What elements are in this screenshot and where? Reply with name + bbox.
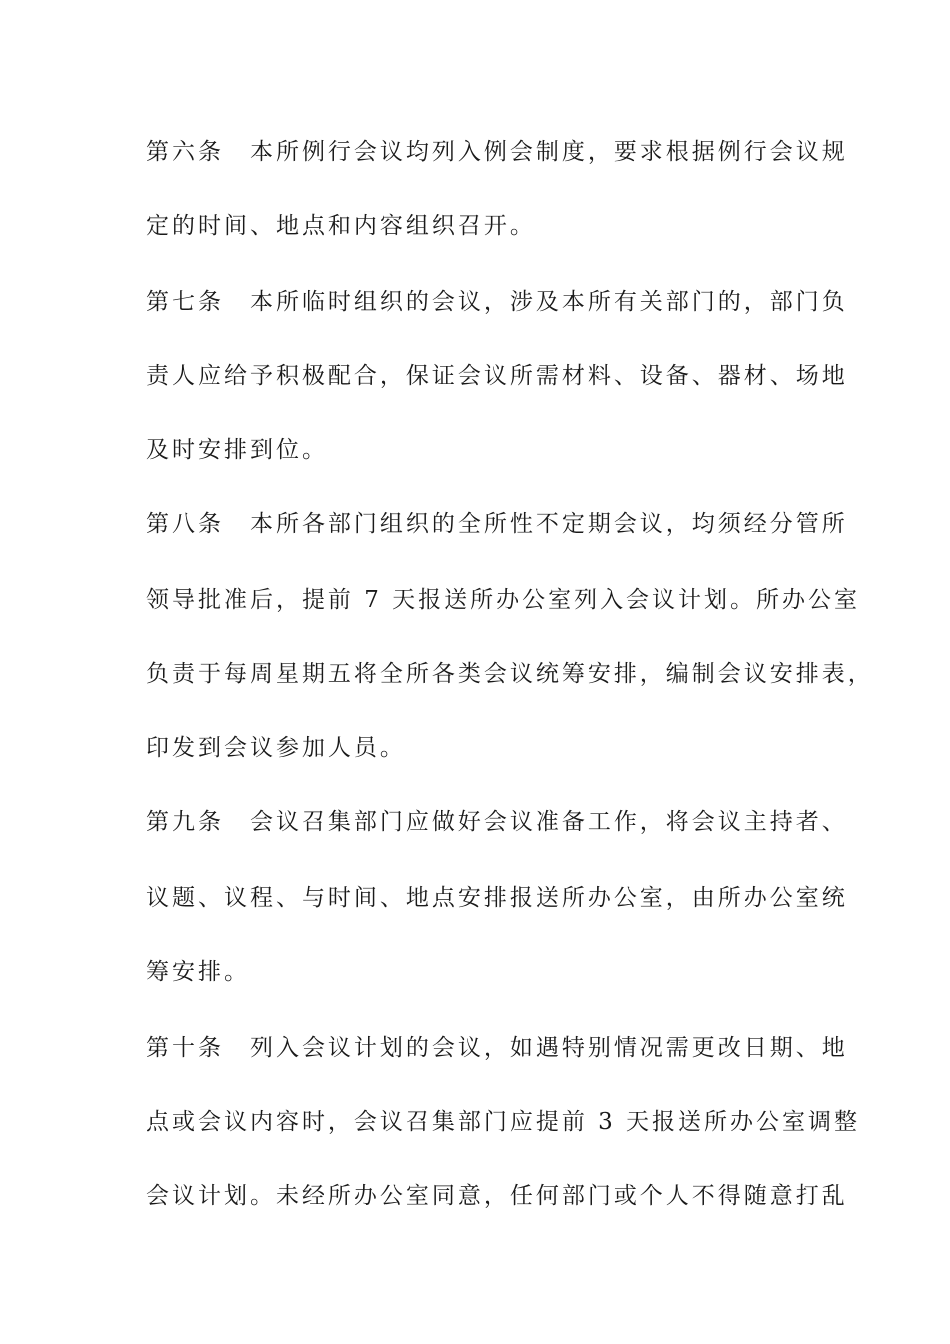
text-line: 点或会议内容时，会议召集部门应提前 3 天报送所办公室调整	[146, 1109, 860, 1135]
text-line: 领导批准后，提前 7 天报送所办公室列入会议计划。所办公室	[146, 587, 860, 613]
text-line: 会议计划。未经所办公室同意，任何部门或个人不得随意打乱	[146, 1183, 848, 1209]
text-line: 及时安排到位。	[146, 437, 328, 463]
text-line: 议题、议程、与时间、地点安排报送所办公室，由所办公室统	[146, 885, 848, 911]
text-line: 印发到会议参加人员。	[146, 735, 406, 761]
text-line: 负责于每周星期五将全所各类会议统筹安排，编制会议安排表，	[146, 661, 874, 687]
text-line: 第八条 本所各部门组织的全所性不定期会议，均须经分管所	[146, 511, 848, 537]
text-line: 第七条 本所临时组织的会议，涉及本所有关部门的，部门负	[146, 289, 848, 315]
text-line: 第十条 列入会议计划的会议，如遇特别情况需更改日期、地	[146, 1035, 848, 1061]
text-line: 责人应给予积极配合，保证会议所需材料、设备、器材、场地	[146, 363, 848, 389]
text-line: 第六条 本所例行会议均列入例会制度，要求根据例行会议规	[146, 139, 848, 165]
text-line: 第九条 会议召集部门应做好会议准备工作，将会议主持者、	[146, 809, 848, 835]
text-line: 定的时间、地点和内容组织召开。	[146, 213, 536, 239]
text-line: 筹安排。	[146, 959, 250, 985]
